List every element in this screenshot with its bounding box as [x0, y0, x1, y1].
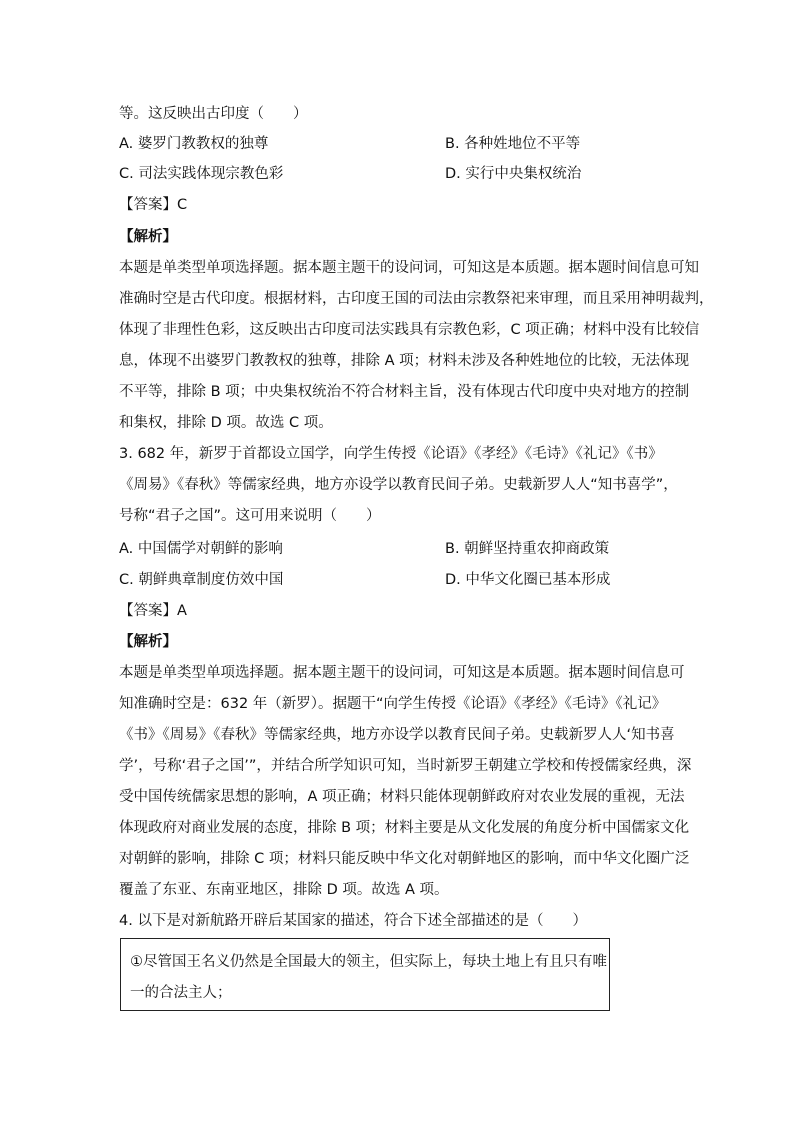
- q3-analysis-line: 覆盖了东亚、东南亚地区，排除 D 项。故选 A 项。: [119, 882, 449, 898]
- q2-analysis-line: 和集权，排除 D 项。故选 C 项。: [119, 415, 333, 431]
- q3-stem-line: 号称“君子之国”。这可用来说明（ ）: [119, 508, 381, 524]
- q3-option-b: B. 朝鲜坚持重农抑商政策: [445, 541, 610, 557]
- q2-analysis-line: 息，体现不出婆罗门教教权的独尊，排除 A 项；材料未涉及各种姓地位的比较，无法体现: [119, 353, 690, 369]
- q2-option-d: D. 实行中央集权统治: [445, 166, 582, 182]
- q4-material-box: [120, 938, 610, 1011]
- q4-material-line: ①尽管国王名义仍然是全国最大的领主，但实际上，每块土地上有且只有唯: [130, 954, 607, 970]
- q2-option-b: B. 各种姓地位不平等: [445, 136, 581, 152]
- q3-analysis-line: 受中国传统儒家思想的影响，A 项正确；材料只能体现朝鲜政府对农业发展的重视，无法: [119, 789, 685, 805]
- q2-option-c: C. 司法实践体现宗教色彩: [119, 166, 284, 182]
- q3-option-a: A. 中国儒学对朝鲜的影响: [119, 541, 283, 557]
- q3-analysis-label: 【解析】: [119, 634, 177, 650]
- q3-analysis-line: 对朝鲜的影响，排除 C 项；材料只能反映中华文化对朝鲜地区的影响，而中华文化圈广泛: [119, 851, 690, 867]
- q2-analysis-line: 体现了非理性色彩，这反映出古印度司法实践具有宗教色彩，C 项正确；材料中没有比较信: [119, 322, 700, 338]
- q2-analysis-line: 不平等，排除 B 项；中央集权统治不符合材料主旨，没有体现古代印度中央对地方的控制: [119, 384, 690, 400]
- q4-material-line: 一的合法主人；: [130, 985, 232, 1001]
- q2-stem-tail: 等。这反映出古印度（ ）: [119, 106, 308, 122]
- q3-analysis-line: 体现政府对商业发展的态度，排除 B 项；材料主要是从文化发展的角度分析中国儒家文化: [119, 820, 690, 836]
- q3-stem-line: 《周易》《春秋》等儒家经典，地方亦设学以教育民间子弟。史载新罗人人“知书喜学”，: [119, 477, 678, 493]
- q2-analysis-label: 【解析】: [119, 229, 177, 245]
- q2-analysis-line: 准确时空是古代印度。根据材料，古印度王国的司法由宗教祭祀来审理，而且采用神明裁判，: [119, 291, 714, 307]
- q3-analysis-line: 学’，号称‘君子之国’”，并结合所学知识可知，当时新罗王朝建立学校和传授儒家经典，深: [119, 758, 692, 774]
- q3-analysis-line: 知准确时空是：632 年（新罗）。据题干“向学生传授《论语》《孝经》《毛诗》《礼记》: [119, 696, 667, 712]
- q4-stem: 4. 以下是对新航路开辟后某国家的描述，符合下述全部描述的是（ ）: [119, 913, 587, 929]
- q3-option-c: C. 朝鲜典章制度仿效中国: [119, 572, 284, 588]
- q3-analysis-line: 《书》《周易》《春秋》等儒家经典，地方亦设学以教育民间子弟。史载新罗人人‘知书喜: [119, 727, 675, 743]
- q2-option-a: A. 婆罗门教教权的独尊: [119, 136, 269, 152]
- q2-answer: 【答案】C: [119, 197, 188, 213]
- q3-option-d: D. 中华文化圈已基本形成: [445, 572, 611, 588]
- q3-answer: 【答案】A: [119, 603, 187, 619]
- q2-analysis-line: 本题是单类型单项选择题。据本题主题干的设问词，可知这是本质题。据本题时间信息可知: [119, 260, 699, 276]
- q3-stem-line: 3. 682 年，新罗于首都设立国学，向学生传授《论语》《孝经》《毛诗》《礼记》《书》: [119, 446, 663, 462]
- q3-analysis-line: 本题是单类型单项选择题。据本题主题干的设问词，可知这是本质题。据本题时间信息可: [119, 665, 685, 681]
